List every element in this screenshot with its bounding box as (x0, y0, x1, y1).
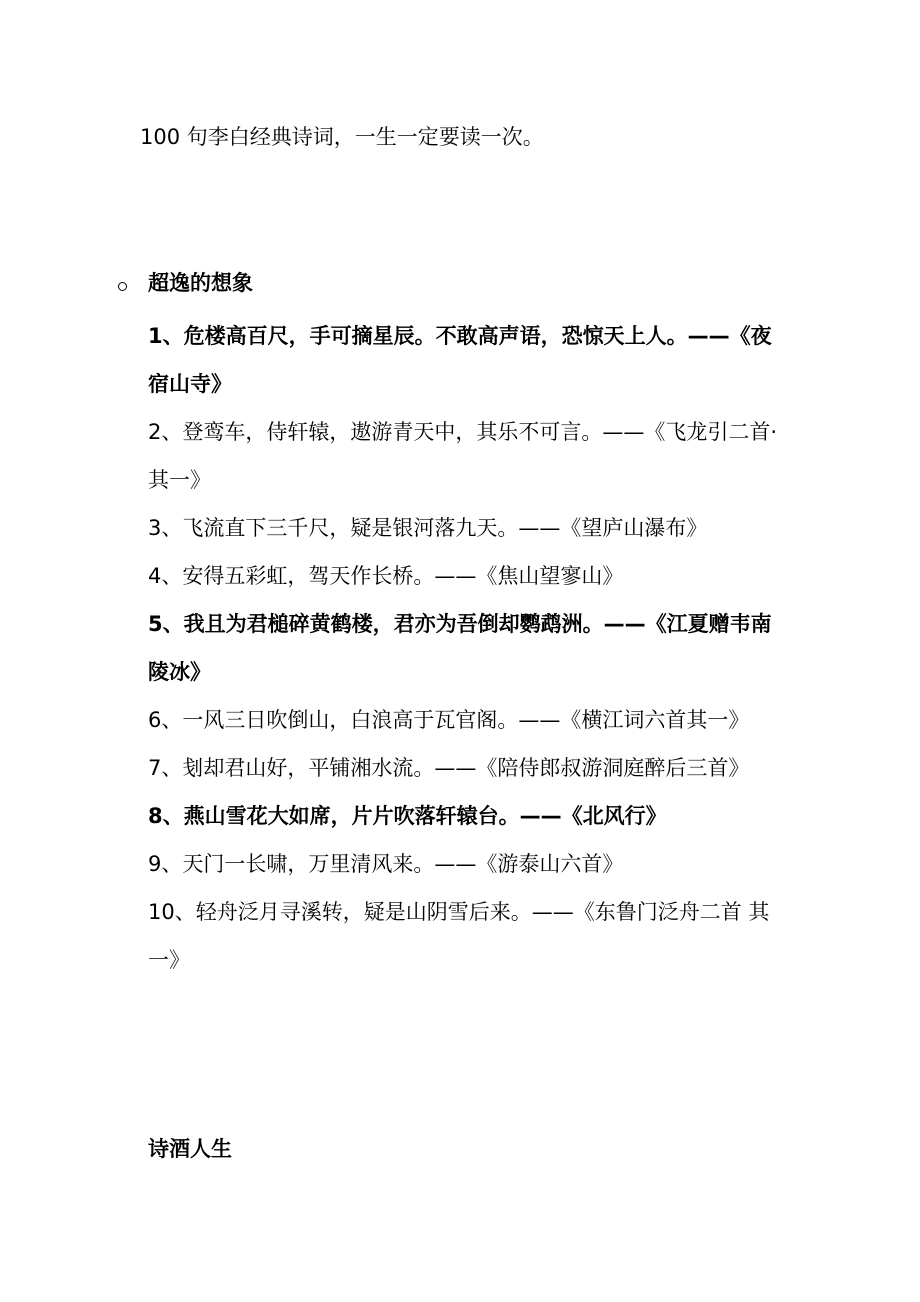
section-heading-poetry-wine-life: 诗酒人生 (148, 1137, 232, 1161)
poem-entry: 7、刬却君山好，平铺湘水流。——《陪侍郎叔游洞庭醉后三首》 (148, 756, 750, 780)
document-title: 100 句李白经典诗词，一生一定要读一次。 (140, 125, 544, 149)
poem-entry: 10、轻舟泛月寻溪转，疑是山阴雪后来。——《东鲁门泛舟二首 其一》 (148, 900, 770, 972)
poem-entry: 5、我且为君槌碎黄鹤楼，君亦为吾倒却鹦鹉洲。——《江夏赠韦南陵冰》 (148, 612, 772, 684)
poem-entry: 9、天门一长啸，万里清风来。——《游泰山六首》 (148, 852, 624, 876)
section-heading-imagination: 超逸的想象 (148, 271, 253, 295)
poem-list (148, 312, 778, 984)
hollow-circle-bullet-icon (118, 282, 127, 291)
poem-entry: 4、安得五彩虹，驾天作长桥。——《焦山望寥山》 (148, 564, 624, 588)
poem-entry: 8、燕山雪花大如席，片片吹落轩辕台。——《北风行》 (148, 804, 667, 828)
poem-entry: 6、一风三日吹倒山，白浪高于瓦官阁。——《横江词六首其一》 (148, 708, 750, 732)
poem-entry: 2、登鸾车，侍轩辕，遨游青天中，其乐不可言。——《飞龙引二首·其一》 (148, 420, 778, 492)
poem-entry: 3、飞流直下三千尺，疑是银河落九天。——《望庐山瀑布》 (148, 516, 708, 540)
poem-entry: 1、危楼高百尺，手可摘星辰。不敢高声语，恐惊天上人。——《夜宿山寺》 (148, 324, 772, 396)
